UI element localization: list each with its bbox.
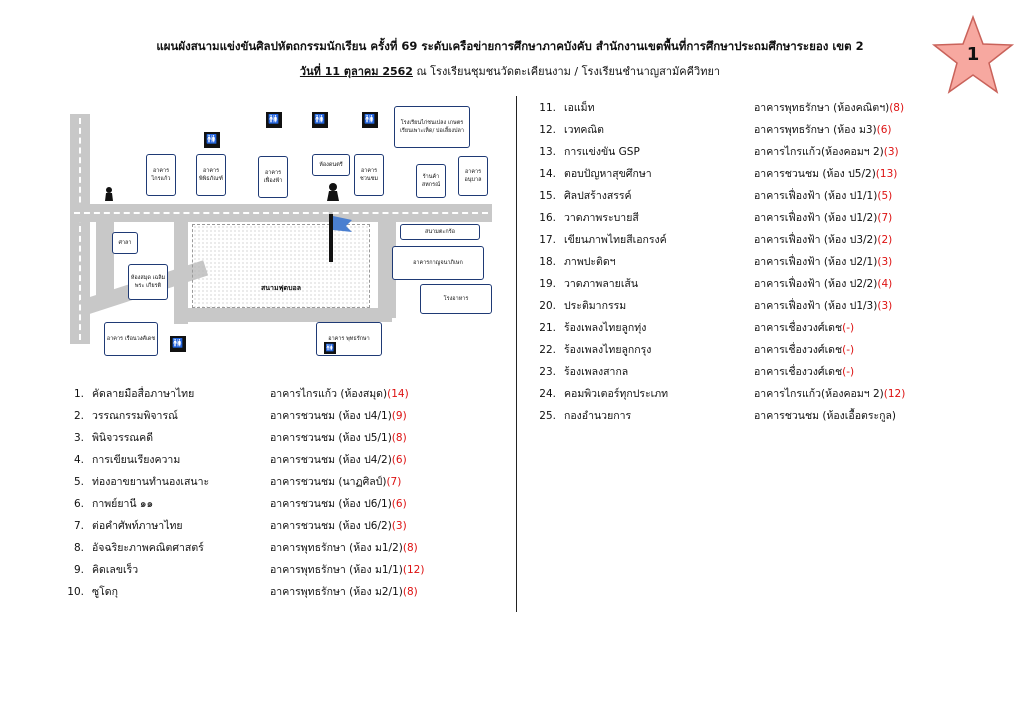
item-location: อาคารเฟื่องฟ้า (ห้อง ป1/2)(7) bbox=[754, 212, 893, 224]
item-name: ประติมากรรม bbox=[564, 300, 627, 312]
item-location: อาคารเชื่องวงศ์เดช(-) bbox=[754, 344, 855, 356]
item-count: (2) bbox=[877, 234, 893, 246]
item-location: อาคารพุทธรักษา (ห้องคณิตฯ)(8) bbox=[754, 102, 905, 114]
event-date: วันที่ 11 ตุลาคม 2562 bbox=[299, 65, 413, 78]
item-location: อาคารชวนชม (นาฏศิลป์)(7) bbox=[270, 476, 402, 488]
item-count: (7) bbox=[386, 476, 402, 488]
item-location: อาคารเฟื่องฟ้า (ห้อง ป1/3)(3) bbox=[754, 300, 893, 312]
item-count: (3) bbox=[877, 300, 893, 312]
item-count: (-) bbox=[842, 366, 855, 378]
item-count: (3) bbox=[877, 256, 893, 268]
item-name: ร้องเพลงสากล bbox=[564, 366, 629, 378]
item-count: (6) bbox=[391, 498, 407, 510]
page-subtitle bbox=[60, 62, 960, 80]
item-count: (14) bbox=[387, 388, 409, 400]
item-name: ศิลปสร้างสรรค์ bbox=[564, 190, 632, 202]
item-location: อาคารชวนชม (ห้อง ป4/1)(9) bbox=[270, 410, 407, 422]
item-name: เวทคณิต bbox=[564, 124, 604, 136]
item-name: วาดภาพลายเส้น bbox=[564, 278, 639, 290]
competition-list-right bbox=[532, 100, 1002, 430]
item-number: 12. bbox=[539, 124, 556, 136]
item-number: 16. bbox=[539, 212, 556, 224]
item-name: คอมพิวเตอร์ทุกประเภท bbox=[564, 388, 669, 400]
item-number: 5. bbox=[73, 476, 84, 488]
item-name: ร้องเพลงไทยลูกทุ่ง bbox=[564, 322, 647, 334]
item-count: (12) bbox=[883, 388, 906, 400]
item-number: 1. bbox=[73, 388, 84, 400]
item-number: 23. bbox=[539, 366, 556, 378]
building-phiphitaphan: อาคาร พิพิธภัณฑ์ bbox=[196, 154, 226, 196]
item-name: ซูโดกุ bbox=[92, 586, 118, 598]
item-location: อาคารชวนชม (ห้อง ป5/2)(13) bbox=[754, 168, 898, 180]
item-number: 11. bbox=[539, 102, 556, 114]
item-number: 13. bbox=[539, 146, 556, 158]
item-location: อาคารชวนชม (ห้อง ป4/2)(6) bbox=[270, 454, 407, 466]
item-count: (6) bbox=[876, 124, 892, 136]
item-location: อาคารพุทธรักษา (ห้อง ม1/1)(12) bbox=[270, 564, 425, 576]
item-number: 3. bbox=[73, 432, 84, 444]
item-name: การแข่งขัน GSP bbox=[564, 146, 640, 158]
restroom-icon: 🚻 bbox=[204, 132, 220, 148]
building-phuttharaksa: อาคาร พุทธรักษา bbox=[316, 322, 382, 356]
badge-number: 1 bbox=[966, 44, 980, 65]
building-canteen: โรงอาหาร bbox=[420, 284, 492, 314]
item-location: อาคารพุทธรักษา (ห้อง ม3)(6) bbox=[754, 124, 892, 136]
building-nursing: อาคาร อนุบาล bbox=[458, 156, 488, 196]
item-count: (-) bbox=[842, 322, 855, 334]
item-name: ร้องเพลงไทยลูกกรุง bbox=[564, 344, 652, 356]
item-count: (8) bbox=[402, 586, 418, 598]
item-count: (13) bbox=[875, 168, 898, 180]
item-name: วาดภาพระบายสี bbox=[564, 212, 639, 224]
item-number: 7. bbox=[73, 520, 84, 532]
item-location: อาคารไกรแก้ว(ห้องคอมฯ 2)(3) bbox=[754, 146, 899, 158]
item-number: 10. bbox=[67, 586, 84, 598]
item-name: ภาพปะติดฯ bbox=[564, 256, 616, 268]
item-name: พินิจวรรณคดี bbox=[92, 432, 154, 444]
item-location: อาคารพุทธรักษา (ห้อง ม2/1)(8) bbox=[270, 586, 418, 598]
item-count: (7) bbox=[877, 212, 893, 224]
flag-icon bbox=[326, 212, 356, 264]
item-name: ท่องอาขยานทำนองเสนาะ bbox=[92, 476, 210, 488]
page-number-badge bbox=[930, 14, 1016, 96]
item-name: เขียนภาพไทยสีเอกรงค์ bbox=[564, 234, 667, 246]
building-school-top: โรงเรียนไก่ชนเปลง เกษตรเรียนเพาะเห็ด/ บ่อเลี้ยงปลา bbox=[394, 106, 470, 148]
column-divider bbox=[516, 96, 517, 612]
item-number: 14. bbox=[539, 168, 556, 180]
item-name: กาพย์ยานี ๑๑ bbox=[92, 498, 154, 510]
item-location: อาคารเฟื่องฟ้า (ห้อง ป1/1)(5) bbox=[754, 190, 893, 202]
event-venue: ณ โรงเรียนชุมชนวัดตะเคียนงาม / โรงเรียนชำนาญสามัคคีวิทยา bbox=[412, 65, 721, 78]
road-marking bbox=[74, 212, 488, 214]
item-count: (8) bbox=[402, 542, 418, 554]
item-number: 19. bbox=[539, 278, 556, 290]
restroom-icon: 🚻 bbox=[312, 112, 328, 128]
item-number: 24. bbox=[539, 388, 556, 400]
statue-icon bbox=[102, 186, 116, 202]
item-location: อาคารชวนชม (ห้องเอื้อตระกูล) bbox=[754, 410, 896, 422]
item-number: 25. bbox=[539, 410, 556, 422]
item-count: (3) bbox=[391, 520, 407, 532]
restroom-icon: 🚻 bbox=[170, 336, 186, 352]
item-count: (8) bbox=[391, 432, 407, 444]
item-name: อัจฉริยะภาพคณิตศาสตร์ bbox=[92, 542, 204, 554]
competition-list-left bbox=[60, 386, 510, 614]
restroom-icon: 🚻 bbox=[362, 112, 378, 128]
item-location: อาคารไกรแก้ว(ห้องคอมฯ 2)(12) bbox=[754, 388, 906, 400]
item-count: (3) bbox=[883, 146, 899, 158]
restroom-icon: 🚻 bbox=[325, 344, 335, 352]
item-count: (8) bbox=[889, 102, 905, 114]
building-fueangfa: อาคาร เฟื่องฟ้า bbox=[258, 156, 288, 198]
item-name: คิดเลขเร็ว bbox=[92, 564, 139, 576]
item-location: อาคารพุทธรักษา (ห้อง ม1/2)(8) bbox=[270, 542, 418, 554]
item-location: อาคารไกรแก้ว (ห้องสมุด)(14) bbox=[270, 388, 409, 400]
building-library: ห้องสมุด เฉลิมพระ เกียรติ bbox=[128, 264, 168, 300]
statue-icon bbox=[324, 182, 342, 202]
item-number: 8. bbox=[73, 542, 84, 554]
page-title: แผนผังสนามแข่งขันศิลปหัตถกรรมนักเรียน ครั้งที่ 69 ระดับเครือข่ายการศึกษาภาคบังคับ สำนักงานเขตพื้นที่การศึกษาประถมศึกษาระยอง เขต 2 bbox=[156, 39, 864, 53]
restroom-icon: 🚻 bbox=[266, 112, 282, 128]
item-number: 17. bbox=[539, 234, 556, 246]
item-number: 6. bbox=[73, 498, 84, 510]
item-location: อาคารเฟื่องฟ้า (ห้อง ป2/2)(4) bbox=[754, 278, 893, 290]
item-name: ต่อคำศัพท์ภาษาไทย bbox=[92, 520, 183, 532]
building-rueangwongsadet: อาคาร เรือนวงศ์เดช bbox=[104, 322, 158, 356]
item-number: 4. bbox=[73, 454, 84, 466]
building-chuanchom: อาคาร ชวนชม bbox=[354, 154, 384, 196]
building-hongdontri: ห้องดนตรี bbox=[312, 154, 350, 176]
building-kanchana: อาคารกาญจนาภิเษก bbox=[392, 246, 484, 280]
item-name: กองอำนวยการ bbox=[564, 410, 632, 422]
item-number: 2. bbox=[73, 410, 84, 422]
item-location: อาคารเชื่องวงศ์เดช(-) bbox=[754, 366, 855, 378]
item-name: วรรณกรรมพิจารณ์ bbox=[92, 410, 178, 422]
building-sala: ศาลา bbox=[112, 232, 138, 254]
item-location: อาคารชวนชม (ห้อง ป6/2)(3) bbox=[270, 520, 407, 532]
item-name: การเขียนเรียงความ bbox=[92, 454, 181, 466]
item-location: อาคารเชื่องวงศ์เดช(-) bbox=[754, 322, 855, 334]
item-number: 20. bbox=[539, 300, 556, 312]
item-location: อาคารเฟื่องฟ้า (ห้อง ป3/2)(2) bbox=[754, 234, 893, 246]
item-name: คัดลายมือสื่อภาษาไทย bbox=[92, 388, 195, 400]
item-name: ตอบปัญหาสุขศึกษา bbox=[564, 168, 652, 180]
item-location: อาคารเฟื่องฟ้า (ห้อง ป2/1)(3) bbox=[754, 256, 893, 268]
item-name: เอแม็ท bbox=[564, 102, 595, 114]
item-number: 9. bbox=[73, 564, 84, 576]
road-lower bbox=[174, 308, 392, 322]
item-location: อาคารชวนชม (ห้อง ป5/1)(8) bbox=[270, 432, 407, 444]
building-court: สนามตะกร้อ bbox=[400, 224, 480, 240]
building-shop: ร้านค้า สหกรณ์ bbox=[416, 164, 446, 198]
item-count: (9) bbox=[391, 410, 407, 422]
building-kraikaew: อาคาร ไกรแก้ว bbox=[146, 154, 176, 196]
item-number: 15. bbox=[539, 190, 556, 202]
item-number: 18. bbox=[539, 256, 556, 268]
football-field-label: สนามฟุตบอล bbox=[260, 284, 302, 292]
item-count: (6) bbox=[391, 454, 407, 466]
item-location: อาคารชวนชม (ห้อง ป6/1)(6) bbox=[270, 498, 407, 510]
item-count: (4) bbox=[877, 278, 893, 290]
item-number: 22. bbox=[539, 344, 556, 356]
item-count: (5) bbox=[877, 190, 893, 202]
item-number: 21. bbox=[539, 322, 556, 334]
item-count: (12) bbox=[402, 564, 425, 576]
school-map bbox=[62, 100, 502, 360]
item-count: (-) bbox=[842, 344, 855, 356]
